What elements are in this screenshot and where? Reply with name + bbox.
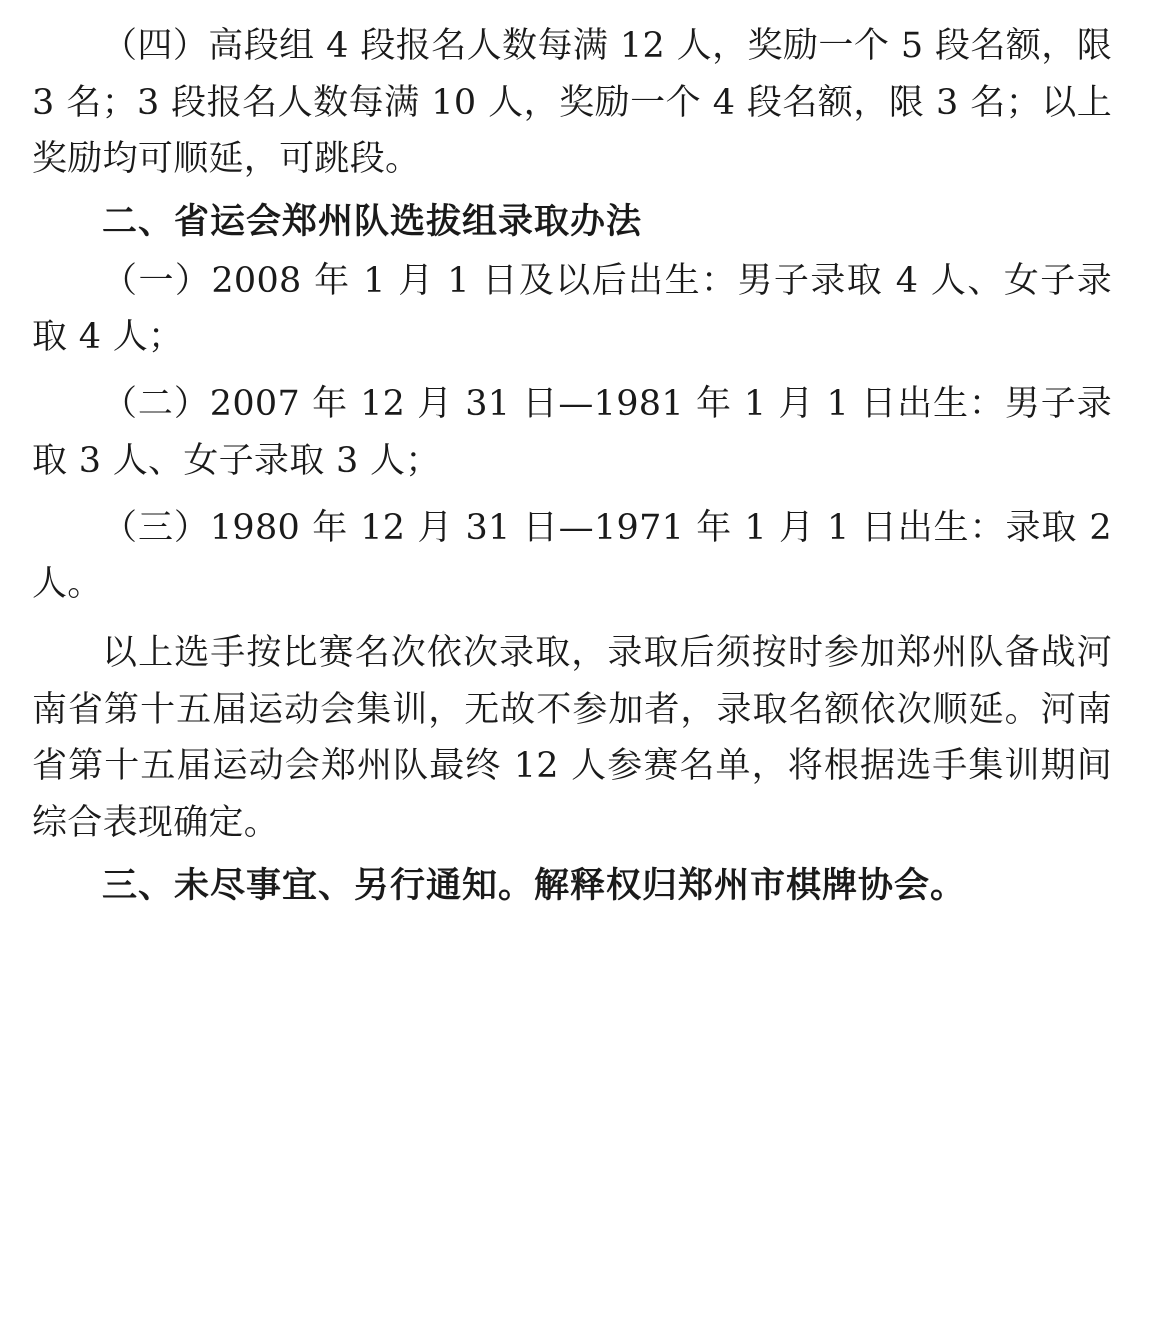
heading-section-three: 三、未尽事宜、另行通知。解释权归郑州市棋牌协会。 [102,864,967,906]
heading-section-two: 二、省运会郑州队选拔组录取办法 [102,201,643,243]
paragraph-item-one: （一）2008 年 1 月 1 日及以后出生：男子录取 4 人、女子录取 4 人； [32,260,1112,358]
paragraph-item-two: （二）2007 年 12 月 31 日—1981 年 1 月 1 日出生：男子录取 3 人、女子录取 3 人； [32,384,1112,481]
paragraph-item-three: （三）1980 年 12 月 31 日—1971 年 1 月 1 日出生：录取 2 人。 [32,507,1112,605]
paragraph-item-four: （四）高段组 4 段报名人数每满 12 人，奖励一个 5 段名额，限 3 名；3 段报名人数每满 10 人，奖励一个 4 段名额，限 3 名；以上奖励均可顺延，可跳段。 [32,26,1112,180]
paragraph-selection-note: 以上选手按比赛名次依次录取，录取后须按时参加郑州队备战河南省第十五届运动会集训，无故不参加者，录取名额依次顺延。河南省第十五届运动会郑州队最终 12 人参赛名单，将根据选手集训期间综合表现确定。 [32,632,1112,843]
